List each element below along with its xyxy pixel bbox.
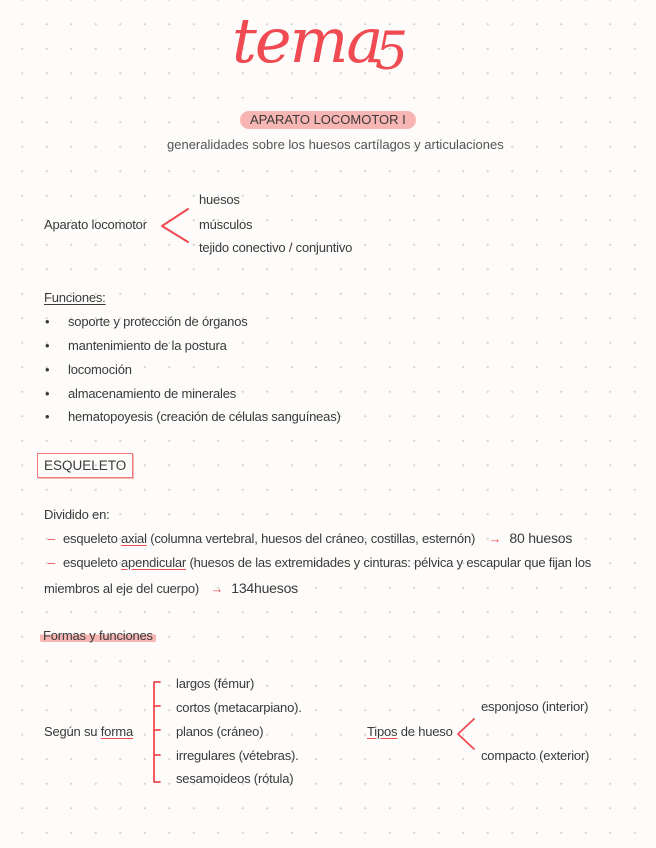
apendicular-prefix: esqueleto [63,555,122,570]
bracket-icon [148,678,168,788]
axial-count: 80 huesos [509,530,573,546]
segun-term: forma [100,724,133,739]
axial-prefix: esqueleto [63,531,122,546]
tipos-rest: de hueso [397,724,453,739]
arrow-right-icon: → [210,581,224,596]
hueso-esponjoso: esponjoso (interior) [481,699,589,714]
segun-prefix: Según su [44,724,101,739]
segun-forma-label [44,724,133,739]
formas-heading [40,628,156,643]
page-subtitle: generalidades sobre los huesos cartílagos y articulaciones [167,137,504,152]
tipo-item: planos (cráneo) [176,724,264,739]
arrow-right-icon: → [488,531,502,546]
axial-rest: (columna vertebral, huesos del cráneo, costillas, esternón) [146,531,476,546]
page-title: APARATO LOCOMOTOR I [240,111,416,129]
dividido-label: Dividido en: [44,507,110,522]
apendicular-term: apendicular [121,555,187,570]
esqueleto-heading: ESQUELETO [37,453,133,478]
hueso-compacto: compacto (exterior) [481,748,590,763]
formas-heading-text: Formas y funciones [40,628,156,643]
tema-number: 5 [375,22,409,82]
tipos-term: Tipos [367,724,398,739]
axial-line [48,530,572,546]
apendicular-rest: (huesos de las extremidades y cinturas: pélvica y escapular que fijan los [186,555,592,570]
apendicular-count: 134huesos [231,580,298,596]
funciones-heading: Funciones: [44,290,106,305]
dash-icon: – [48,531,56,546]
aparato-label: Aparato locomotor [44,217,147,232]
dash-icon: – [48,555,56,570]
aparato-item-tejido: tejido conectivo / conjuntivo [199,240,353,255]
tema-title-handwritten: tema [232,4,382,77]
apendicular-line2 [44,580,298,596]
aparato-item-huesos: huesos [199,192,240,207]
bracket-chevron-icon [454,716,478,752]
funcion-item: • hematopoyesis (creación de células sanguíneas) [68,409,341,424]
tipos-hueso-label [367,724,453,739]
funcion-item: • almacenamiento de minerales [68,386,236,401]
tipo-item: sesamoideos (rótula) [176,771,294,786]
tipo-item: irregulares (vétebras). [176,748,299,763]
tipo-item: cortos (metacarpiano). [176,700,302,715]
aparato-item-musculos: músculos [199,217,253,232]
tipo-item: largos (fémur) [176,676,255,691]
apendicular-line [48,555,591,570]
funcion-item: • locomoción [68,362,132,377]
funcion-item: • mantenimiento de la postura [68,338,227,353]
axial-term: axial [121,531,147,546]
bracket-chevron-icon [158,205,192,245]
funcion-item: • soporte y protección de órganos [68,314,248,329]
apendicular-line2-text: miembros al eje del cuerpo) [44,581,200,596]
